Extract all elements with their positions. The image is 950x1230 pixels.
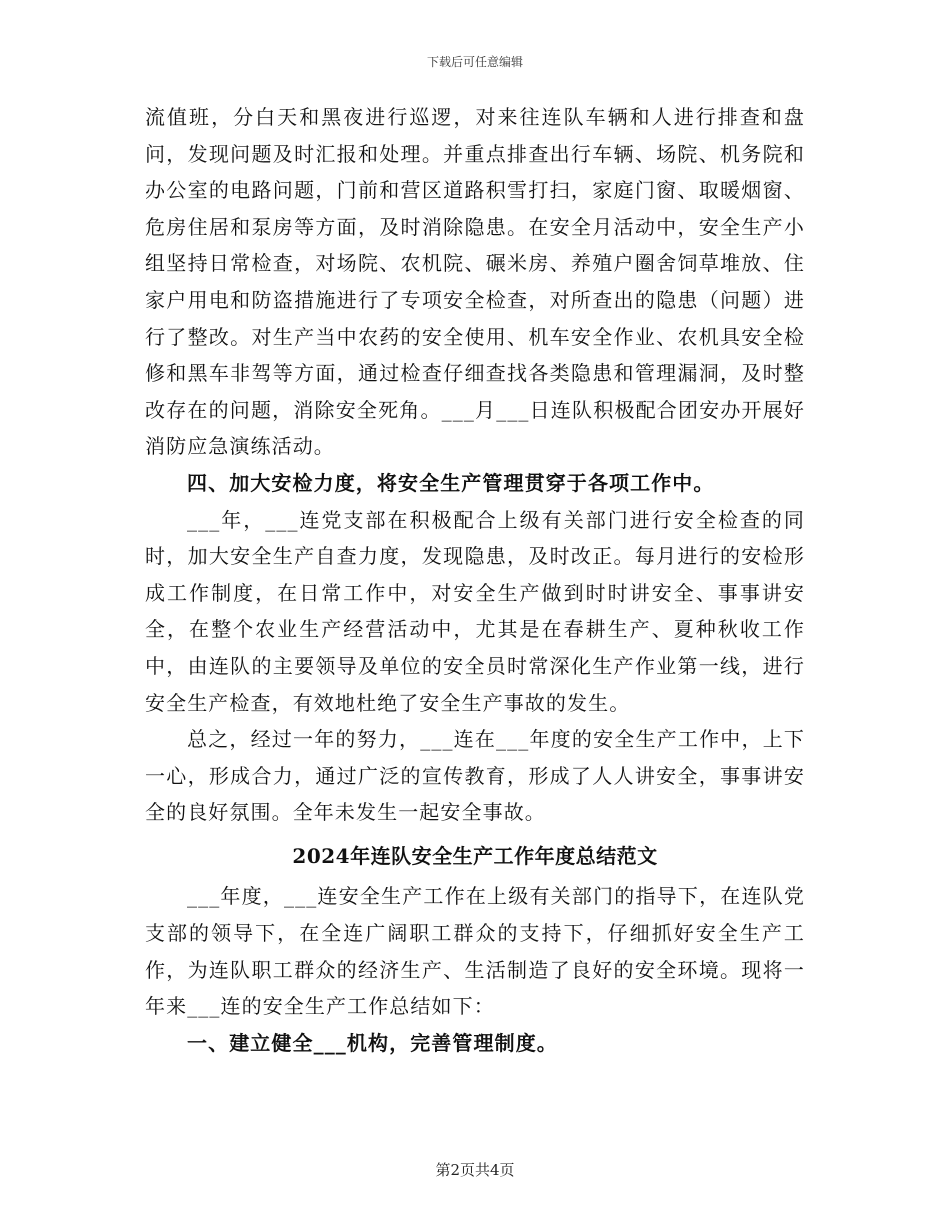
paragraph-conclusion: 总之，经过一年的努力，___连在___年度的安全生产工作中，上下一心，形成合力，通过广泛的宣传教育，形成了人人讲安全，事事讲安全的良好氛围。全年未发生一起安全事故。	[145, 727, 805, 825]
page-footer: 第2页共4页	[435, 1161, 515, 1179]
section-heading-1: 一、建立健全___机构，完善管理制度。	[187, 1030, 558, 1055]
paragraph-intro: ___年度，___连安全生产工作在上级有关部门的指导下，在连队党支部的领导下，在全连广阔职工群众的支持下，仔细抓好安全生产工作，为连队职工群众的经济生产、生活制造了良好的安全环境。现将一年来___连的安全生产工作总结如下：	[145, 884, 805, 1019]
paragraph-inspection: ___年，___连党支部在积极配合上级有关部门进行安全检查的同时，加大安全生产自查力度，发现隐患，及时改正。每月进行的安检形成工作制度，在日常工作中，对安全生产做到时时讲安全、事事讲安全，在整个农业生产经营活动中，尤其是在春耕生产、夏种秋收工作中，由连队的主要领导及单位的安全员时常深化生产作业第一线，进行安全生产检查，有效地杜绝了安全生产事故的发生。	[145, 507, 805, 715]
document-body	[145, 99, 805, 1061]
section-heading-4: 四、加大安检力度，将安全生产管理贯穿于各项工作中。	[187, 470, 715, 495]
document-title: 2024年连队安全生产工作年度总结范文	[292, 843, 658, 868]
paragraph-patrol: 流值班，分白天和黑夜进行巡逻，对来往连队车辆和人进行排查和盘问，发现问题及时汇报和处理。并重点排查出行车辆、场院、机务院和办公室的电路问题，门前和营区道路积雪打扫，家庭门窗、取暖烟窗、危房住居和泵房等方面，及时消除隐患。在安全月活动中，安全生产小组坚持日常检查，对场院、农机院、碾米房、养殖户圈舍饲草堆放、住家户用电和防盗措施进行了专项安全检查，对所查出的隐患（问题）进行了整改。对生产当中农药的安全使用、机车安全作业、农机具安全检修和黑车非驾等方面，通过检查仔细查找各类隐患和管理漏洞，及时整改存在的问题，消除安全死角。___月___日连队积极配合团安办开展好消防应急演练活动。	[145, 105, 805, 459]
page-header: 下载后可任意编辑	[426, 55, 523, 69]
